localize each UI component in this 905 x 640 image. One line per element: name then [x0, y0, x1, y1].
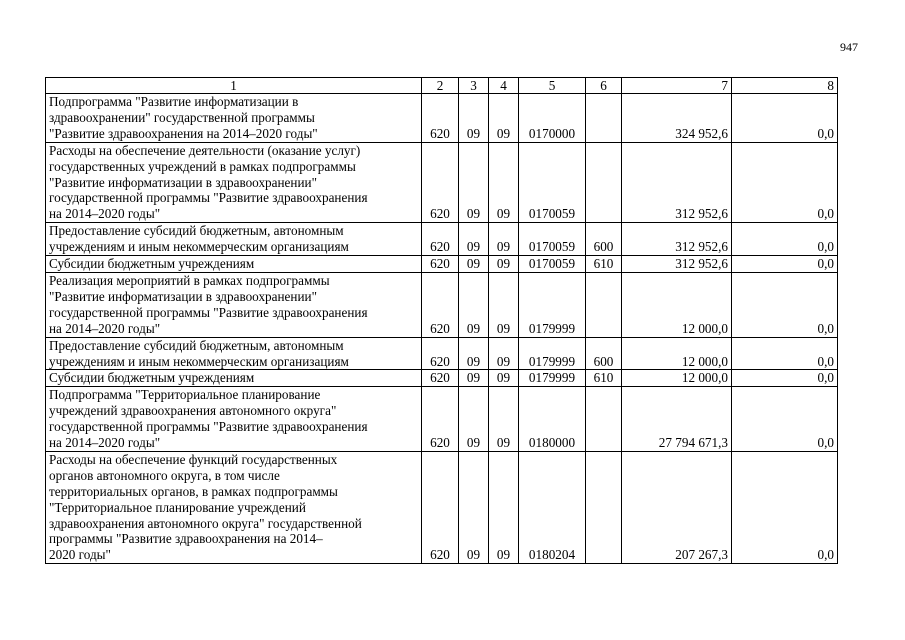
item-name: Расходы на обеспечение деятельности (оказание услуг) государственных учреждений в рамках подпрограммы "Развитие информатизации в здравоохранении" государственной программы "Развитие здравоохранения на 2014–2020 годы": [46, 142, 422, 223]
amount: 12 000,0: [622, 370, 732, 387]
column-header: 3: [459, 78, 489, 94]
code-section: 09: [459, 451, 489, 563]
column-header: 8: [732, 78, 838, 94]
code-ministry: 620: [422, 272, 459, 337]
code-section: 09: [459, 370, 489, 387]
code-ministry: 620: [422, 256, 459, 273]
code-subsection: 09: [489, 387, 519, 452]
item-name: Подпрограмма "Территориальное планирование учреждений здравоохранения автономного округа" государственной программы "Развитие здравоохранения на 2014–2020 годы": [46, 387, 422, 452]
amount-secondary: 0,0: [732, 370, 838, 387]
amount-secondary: 0,0: [732, 451, 838, 563]
amount: 312 952,6: [622, 256, 732, 273]
code-ministry: 620: [422, 94, 459, 143]
table-row: [46, 94, 838, 143]
amount: 12 000,0: [622, 272, 732, 337]
code-section: 09: [459, 337, 489, 370]
amount: 312 952,6: [622, 142, 732, 223]
code-section: 09: [459, 94, 489, 143]
item-name: Субсидии бюджетным учреждениям: [46, 370, 422, 387]
item-name: Расходы на обеспечение функций государственных органов автономного округа, в том числе территориальных органов, в рамках подпрограммы "Территориальное планирование учреждений здравоохранения автономного округа" государственной программы "Развитие здравоохранения на 2014– 2020 годы": [46, 451, 422, 563]
column-header: 5: [519, 78, 586, 94]
code-target: 0170000: [519, 94, 586, 143]
column-header: 4: [489, 78, 519, 94]
code-target: 0180000: [519, 387, 586, 452]
amount-secondary: 0,0: [732, 272, 838, 337]
code-ministry: 620: [422, 370, 459, 387]
code-subsection: 09: [489, 256, 519, 273]
code-ministry: 620: [422, 223, 459, 256]
item-name: Предоставление субсидий бюджетным, автономным учреждениям и иным некоммерческим организациям: [46, 337, 422, 370]
code-target: 0179999: [519, 370, 586, 387]
code-expense-type: [586, 272, 622, 337]
amount: 27 794 671,3: [622, 387, 732, 452]
code-expense-type: [586, 142, 622, 223]
code-subsection: 09: [489, 451, 519, 563]
table-header-row: [46, 78, 838, 94]
amount-secondary: 0,0: [732, 94, 838, 143]
amount: 207 267,3: [622, 451, 732, 563]
budget-table: [45, 77, 838, 564]
amount: 312 952,6: [622, 223, 732, 256]
code-expense-type: [586, 387, 622, 452]
code-target: 0180204: [519, 451, 586, 563]
column-header: 1: [46, 78, 422, 94]
amount: 12 000,0: [622, 337, 732, 370]
column-header: 6: [586, 78, 622, 94]
table-row: [46, 451, 838, 563]
item-name: Подпрограмма "Развитие информатизации в здравоохранении" государственной программы "Развитие здравоохранения на 2014–2020 годы": [46, 94, 422, 143]
amount-secondary: 0,0: [732, 387, 838, 452]
page-number: 947: [840, 40, 858, 54]
table-row: [46, 223, 838, 256]
code-target: 0170059: [519, 142, 586, 223]
code-expense-type: 600: [586, 223, 622, 256]
code-expense-type: 610: [586, 370, 622, 387]
code-target: 0179999: [519, 272, 586, 337]
code-ministry: 620: [422, 337, 459, 370]
code-ministry: 620: [422, 451, 459, 563]
amount-secondary: 0,0: [732, 256, 838, 273]
code-ministry: 620: [422, 387, 459, 452]
code-subsection: 09: [489, 223, 519, 256]
code-target: 0170059: [519, 256, 586, 273]
table-row: [46, 256, 838, 273]
code-target: 0170059: [519, 223, 586, 256]
code-expense-type: 610: [586, 256, 622, 273]
table-row: [46, 337, 838, 370]
table-row: [46, 272, 838, 337]
code-section: 09: [459, 387, 489, 452]
code-expense-type: [586, 451, 622, 563]
code-section: 09: [459, 256, 489, 273]
table-row: [46, 142, 838, 223]
code-section: 09: [459, 142, 489, 223]
item-name: Реализация мероприятий в рамках подпрограммы "Развитие информатизации в здравоохранении" государственной программы "Развитие здравоохранения на 2014–2020 годы": [46, 272, 422, 337]
item-name: Предоставление субсидий бюджетным, автономным учреждениям и иным некоммерческим организациям: [46, 223, 422, 256]
code-subsection: 09: [489, 337, 519, 370]
code-subsection: 09: [489, 272, 519, 337]
code-ministry: 620: [422, 142, 459, 223]
code-expense-type: 600: [586, 337, 622, 370]
code-subsection: 09: [489, 94, 519, 143]
column-header: 2: [422, 78, 459, 94]
amount-secondary: 0,0: [732, 142, 838, 223]
code-section: 09: [459, 272, 489, 337]
item-name: Субсидии бюджетным учреждениям: [46, 256, 422, 273]
amount-secondary: 0,0: [732, 337, 838, 370]
code-target: 0179999: [519, 337, 586, 370]
code-expense-type: [586, 94, 622, 143]
table-row: [46, 370, 838, 387]
column-header: 7: [622, 78, 732, 94]
code-subsection: 09: [489, 370, 519, 387]
code-subsection: 09: [489, 142, 519, 223]
amount-secondary: 0,0: [732, 223, 838, 256]
code-section: 09: [459, 223, 489, 256]
table-row: [46, 387, 838, 452]
amount: 324 952,6: [622, 94, 732, 143]
